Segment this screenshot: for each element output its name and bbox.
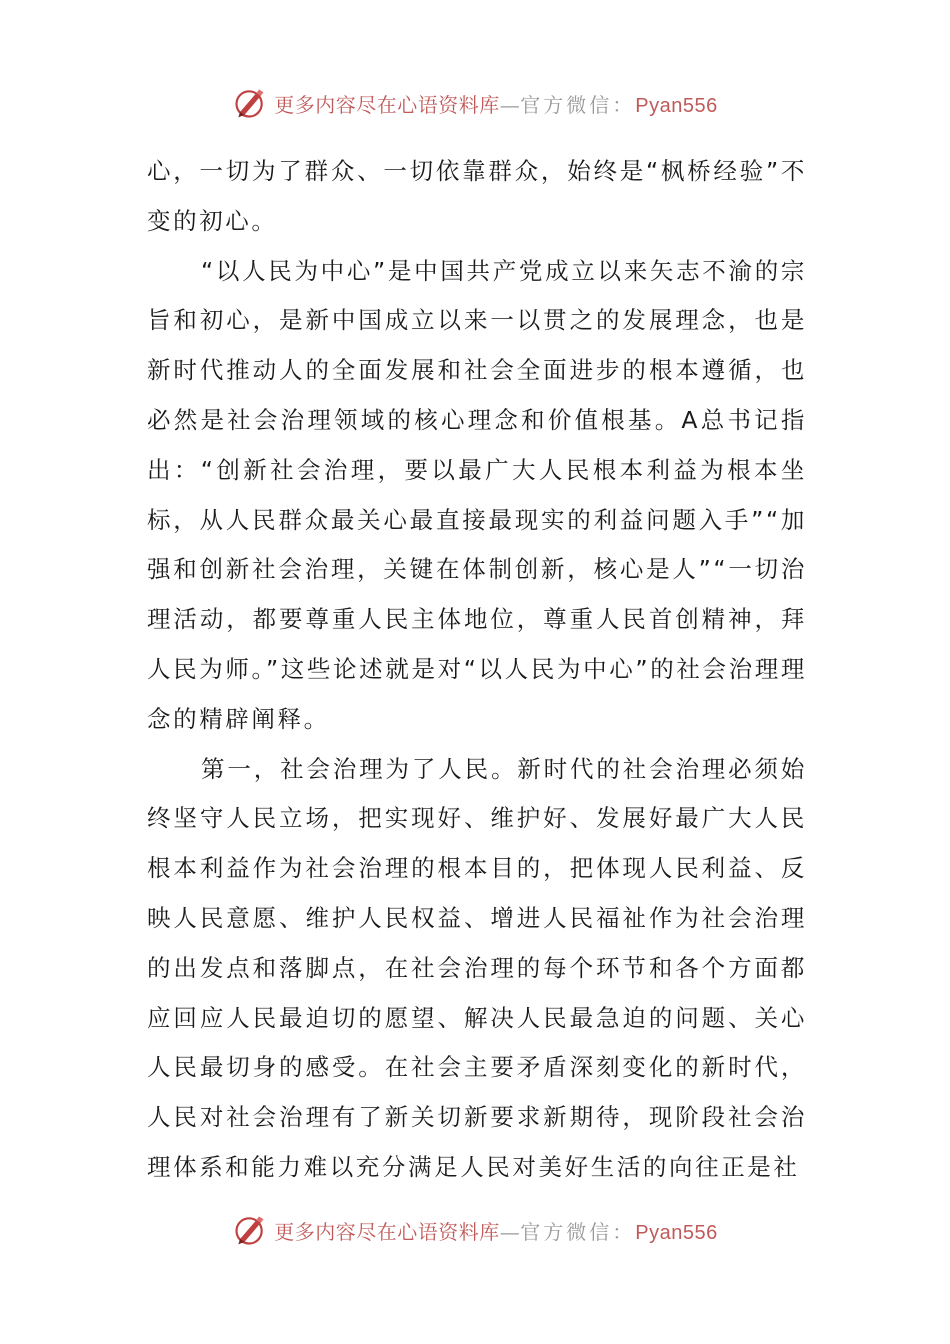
watermark-footer — [0, 1205, 950, 1255]
watermark-text — [274, 89, 717, 118]
watermark-text — [274, 1216, 717, 1245]
watermark-main: 更多内容尽在心语资料库 — [274, 1219, 500, 1244]
paragraph-continuation: 心，一切为了群众、一切依靠群众，始终是“枫桥经验”不变的初心。 — [147, 157, 807, 235]
watermark-dash: — — [499, 1219, 521, 1244]
pen-logo-icon — [232, 1212, 268, 1248]
watermark-header — [0, 78, 950, 128]
document-body — [147, 147, 807, 1193]
paragraph-people-centered: “以人民为中心”是中国共产党成立以来矢志不渝的宗旨和初心，是新中国成立以来一以贯之的发展理念，也是新时代推动人的全面发展和社会全面进步的根本遵循，也必然是社会治理领域的核心理念和价值根基。A总书记指出：“创新社会治理，要以最广大人民根本利益为根本坐标，从人民群众最关心最直接最现实的利益问题入手”“加强和创新社会治理，关键在体制创新，核心是人”“一切治理活动，都要尊重人民主体地位，尊重人民首创精神，拜人民为师。”这些论述就是对“以人民为中心”的社会治理理念的精辟阐释。 — [147, 256, 807, 733]
paragraph-first-point: 第一，社会治理为了人民。新时代的社会治理必须始终坚守人民立场，把实现好、维护好、发展好最广大人民根本利益作为社会治理的根本目的，把体现人民利益、反映人民意愿、维护人民权益、增进人民福祉作为社会治理的出发点和落脚点，在社会治理的每个环节和各个方面都应回应人民最迫切的愿望、解决人民最急迫的问题、关心人民最切身的感受。在社会主要矛盾深刻变化的新时代，人民对社会治理有了新关切新要求新期待，现阶段社会治理体系和能力难以充分满足人民对美好生活的向往正是社 — [147, 754, 807, 1181]
watermark-wechat-label: 官方微信： — [520, 1219, 636, 1244]
watermark-id: Pyan556 — [635, 1221, 718, 1244]
pen-logo-icon — [232, 85, 268, 121]
watermark-id: Pyan556 — [635, 94, 718, 117]
watermark-dash: — — [499, 92, 521, 117]
watermark-wechat-label: 官方微信： — [520, 92, 636, 117]
watermark-main: 更多内容尽在心语资料库 — [274, 92, 500, 117]
